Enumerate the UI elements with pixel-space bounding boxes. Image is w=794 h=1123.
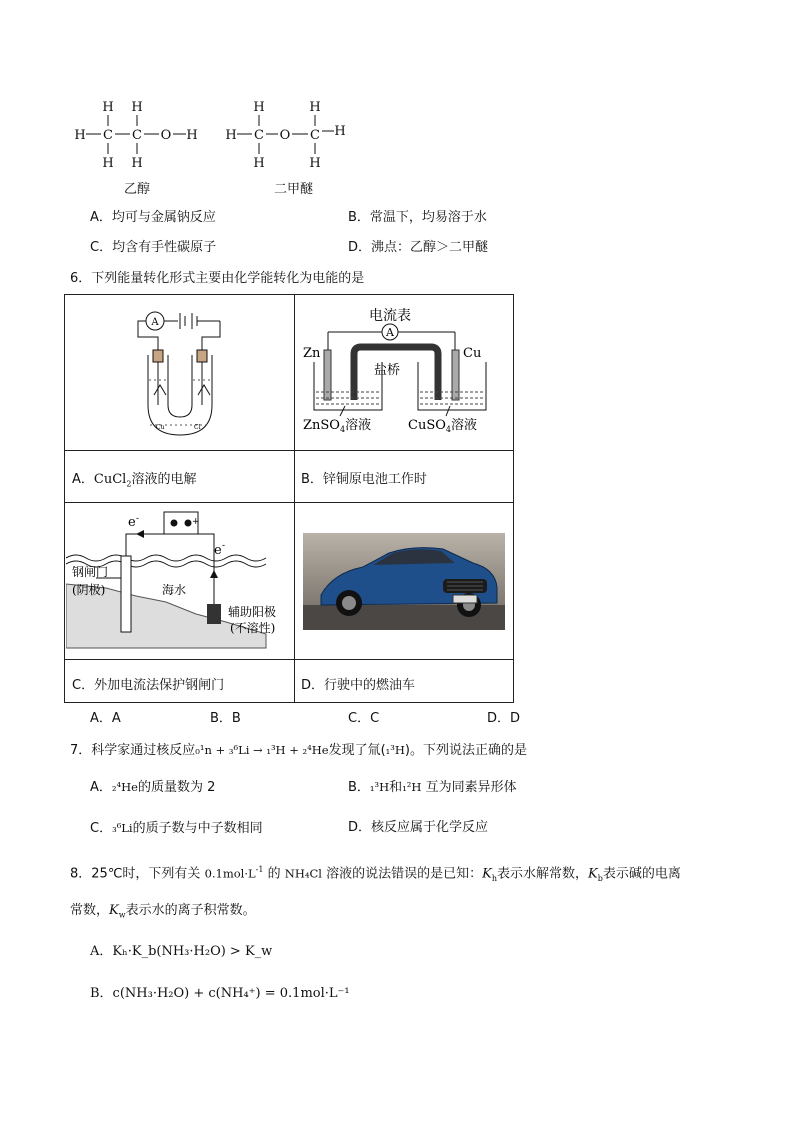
electrolysis-u-tube-diagram (120, 305, 240, 445)
svg-text:H: H (225, 128, 237, 143)
cell-b-caption: B．锌铜原电池工作时 (301, 472, 427, 487)
svg-text:A: A (151, 317, 159, 328)
svg-text:H: H (309, 156, 321, 171)
svg-text:C: C (254, 128, 264, 143)
dimethyl-ether-label: 二甲醚 (274, 182, 314, 197)
svg-text:C: C (132, 128, 142, 143)
table-divider (294, 294, 295, 703)
svg-text:盐桥: 盐桥 (374, 363, 401, 378)
table-divider (64, 659, 514, 660)
svg-text:H: H (131, 156, 143, 171)
svg-text:H: H (74, 128, 86, 143)
q5-option-c[interactable]: C．均含有手性碳原子 (90, 240, 217, 255)
svg-text:+: + (192, 517, 200, 527)
svg-text:电流表: 电流表 (369, 308, 411, 324)
svg-text:Cl: Cl (194, 424, 201, 431)
svg-text:ZnSO4溶液: ZnSO$_4$溶液 (303, 418, 372, 434)
svg-text:e: e (214, 543, 222, 558)
q6-option-a[interactable]: A．A (90, 711, 121, 726)
q7-option-b[interactable]: B．₁³H和₁²H 互为同素异形体 (348, 780, 517, 795)
svg-text:H: H (186, 128, 198, 143)
q6-stem: 6．下列能量转化形式主要由化学能转化为电能的是 (70, 271, 365, 286)
q5-option-b[interactable]: B．常温下，均易溶于水 (348, 210, 487, 225)
svg-text:Zn: Zn (303, 346, 321, 361)
svg-text:C: C (103, 128, 113, 143)
q5-option-d[interactable]: D．沸点：乙醇＞二甲醚 (348, 240, 489, 255)
svg-text:钢闸门: 钢闸门 (72, 565, 109, 579)
svg-text:辅助阳极: 辅助阳极 (228, 605, 277, 619)
cell-c-caption: C．外加电流法保护钢闸门 (72, 678, 225, 693)
q7-option-d[interactable]: D．核反应属于化学反应 (348, 820, 489, 835)
svg-text:O: O (160, 128, 172, 143)
svg-text:海水: 海水 (162, 583, 187, 597)
ethanol-label: 乙醇 (124, 182, 151, 197)
galvanic-cell-diagram (300, 302, 510, 442)
cell-a-caption: A．CuCl$_2$溶液的电解 (72, 472, 197, 489)
ethanol-structure (70, 95, 210, 175)
table-divider (64, 502, 514, 503)
table-divider (64, 450, 514, 451)
svg-text:H: H (334, 124, 346, 139)
svg-text:O: O (279, 128, 291, 143)
svg-text:Cu: Cu (463, 346, 482, 361)
svg-text:H: H (253, 100, 265, 115)
q6-option-d[interactable]: D．D (487, 711, 521, 726)
dimethyl-ether-structure (222, 95, 352, 175)
svg-text:C: C (310, 128, 320, 143)
svg-text:CuSO4溶液: CuSO$_4$溶液 (408, 418, 477, 434)
q7-option-c[interactable]: C．₃⁶Li的质子数与中子数相同 (90, 821, 263, 836)
svg-text:H: H (253, 156, 265, 171)
svg-text:-: - (222, 541, 226, 551)
q8-option-b[interactable]: B．c(NH₃·H₂O) + c(NH₄⁺) = 0.1mol·L⁻¹ (90, 986, 350, 1001)
svg-text:H: H (309, 100, 321, 115)
impressed-current-diagram (66, 506, 292, 656)
q6-option-c[interactable]: C．C (348, 711, 380, 726)
q7-stem: 7．科学家通过核反应₀¹n + ₃⁶Li → ₁³H + ₂⁴He发现了氚(₁³H)。下列说法正确的是 (70, 743, 527, 758)
svg-text:H: H (102, 100, 114, 115)
svg-text:H: H (131, 100, 143, 115)
svg-text:(阴极): (阴极) (72, 583, 106, 597)
svg-text:H: H (102, 156, 114, 171)
q7-option-a[interactable]: A．₂⁴He的质量数为 2 (90, 780, 216, 795)
svg-text:(不溶性): (不溶性) (230, 621, 276, 635)
q8-option-a[interactable]: A．Kₕ·K_b(NH₃·H₂O) > K_w (90, 944, 273, 959)
svg-text:A: A (386, 326, 394, 339)
q5-option-a[interactable]: A．均可与金属钠反应 (90, 210, 216, 225)
svg-text:Cu: Cu (156, 424, 165, 431)
car-photo (303, 533, 505, 630)
svg-text:-: - (136, 514, 140, 524)
q8-stem-line2: 常数，$K_w$表示水的离子积常数。 (70, 903, 256, 920)
q6-option-b[interactable]: B．B (210, 711, 241, 726)
svg-text:e: e (128, 515, 136, 530)
cell-d-caption: D．行驶中的燃油车 (301, 678, 416, 693)
q8-stem-line1: 8．25℃时，下列有关 $0.1mol\cdot L^{-1}$ 的 NH₄Cl 溶液的说法错误的是已知：$K_h$表示水解常数，$K_b$表示碱的电离 (70, 865, 681, 883)
